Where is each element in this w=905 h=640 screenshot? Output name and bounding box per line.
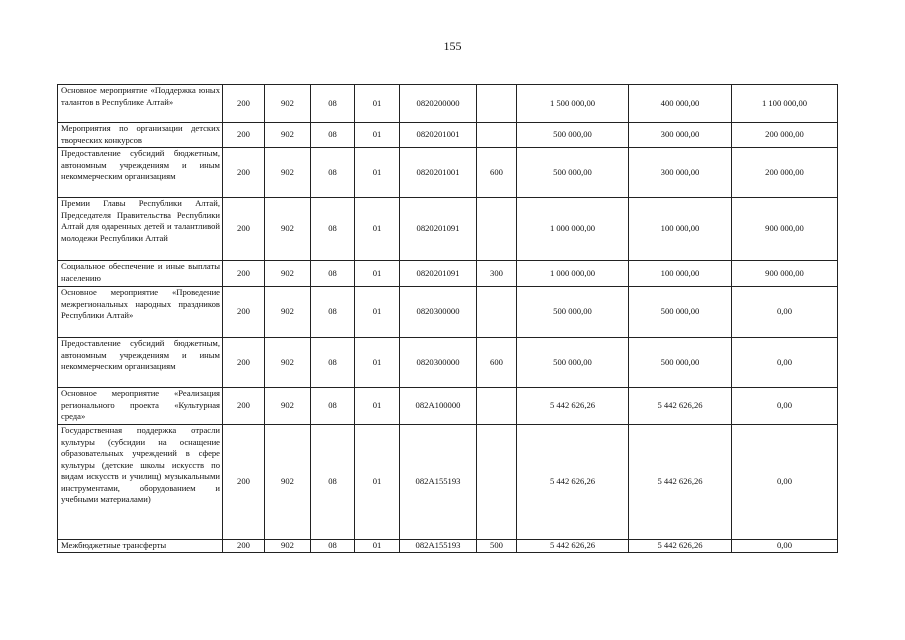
cell-gr: 200 [223, 85, 265, 123]
cell-expense-type: 600 [477, 338, 517, 388]
cell-amount-2: 300 000,00 [629, 123, 732, 148]
cell-gr: 200 [223, 287, 265, 338]
cell-rz: 08 [311, 148, 355, 198]
cell-expense-type: 500 [477, 540, 517, 553]
row-name: Основное мероприятие «Проведение межрегиональных народных праздников Республики Алтай» [58, 287, 223, 338]
cell-expense-type [477, 287, 517, 338]
cell-amount-3: 900 000,00 [732, 261, 838, 287]
cell-ved: 902 [265, 287, 311, 338]
table-row [58, 123, 838, 148]
table-row [58, 425, 838, 540]
table-row [58, 287, 838, 338]
table-row [58, 261, 838, 287]
row-name: Межбюджетные трансферты [58, 540, 223, 553]
cell-amount-3: 200 000,00 [732, 148, 838, 198]
cell-gr: 200 [223, 123, 265, 148]
cell-ved: 902 [265, 388, 311, 425]
cell-target-article: 082A155193 [400, 425, 477, 540]
cell-pr: 01 [355, 85, 400, 123]
cell-ved: 902 [265, 261, 311, 287]
cell-amount-2: 400 000,00 [629, 85, 732, 123]
cell-amount-2: 5 442 626,26 [629, 540, 732, 553]
row-name: Премии Главы Республики Алтай, Председателя Правительства Республики Алтай для одаренных детей и талантливой молодежи Республики Алтай [58, 198, 223, 261]
cell-gr: 200 [223, 148, 265, 198]
cell-amount-total: 5 442 626,26 [517, 388, 629, 425]
cell-rz: 08 [311, 388, 355, 425]
cell-expense-type [477, 388, 517, 425]
cell-ved: 902 [265, 198, 311, 261]
table-row [58, 148, 838, 198]
cell-pr: 01 [355, 148, 400, 198]
cell-amount-total: 500 000,00 [517, 148, 629, 198]
cell-rz: 08 [311, 85, 355, 123]
table-row [58, 338, 838, 388]
cell-pr: 01 [355, 425, 400, 540]
cell-amount-total: 500 000,00 [517, 123, 629, 148]
cell-pr: 01 [355, 338, 400, 388]
cell-rz: 08 [311, 338, 355, 388]
cell-expense-type [477, 425, 517, 540]
cell-amount-3: 1 100 000,00 [732, 85, 838, 123]
cell-amount-2: 300 000,00 [629, 148, 732, 198]
cell-amount-total: 5 442 626,26 [517, 540, 629, 553]
cell-amount-2: 500 000,00 [629, 338, 732, 388]
table-row [58, 85, 838, 123]
cell-amount-total: 1 000 000,00 [517, 261, 629, 287]
cell-target-article: 0820201091 [400, 198, 477, 261]
cell-target-article: 0820300000 [400, 287, 477, 338]
cell-amount-3: 0,00 [732, 425, 838, 540]
cell-amount-2: 5 442 626,26 [629, 425, 732, 540]
cell-ved: 902 [265, 425, 311, 540]
cell-target-article: 0820201091 [400, 261, 477, 287]
cell-gr: 200 [223, 198, 265, 261]
cell-target-article: 082A100000 [400, 388, 477, 425]
cell-pr: 01 [355, 123, 400, 148]
cell-expense-type [477, 198, 517, 261]
cell-amount-3: 0,00 [732, 388, 838, 425]
row-name: Мероприятия по организации детских творческих конкурсов [58, 123, 223, 148]
cell-rz: 08 [311, 287, 355, 338]
cell-rz: 08 [311, 123, 355, 148]
page-number: 155 [443, 39, 462, 53]
cell-pr: 01 [355, 388, 400, 425]
cell-pr: 01 [355, 287, 400, 338]
cell-target-article: 0820300000 [400, 338, 477, 388]
row-name: Предоставление субсидий бюджетным, автономным учреждениям и иным некоммерческим организациям [58, 338, 223, 388]
cell-amount-total: 500 000,00 [517, 338, 629, 388]
cell-amount-2: 500 000,00 [629, 287, 732, 338]
cell-expense-type: 600 [477, 148, 517, 198]
cell-pr: 01 [355, 198, 400, 261]
cell-amount-3: 0,00 [732, 338, 838, 388]
cell-amount-3: 0,00 [732, 540, 838, 553]
cell-pr: 01 [355, 540, 400, 553]
cell-target-article: 0820200000 [400, 85, 477, 123]
cell-gr: 200 [223, 338, 265, 388]
cell-amount-total: 1 500 000,00 [517, 85, 629, 123]
cell-amount-2: 5 442 626,26 [629, 388, 732, 425]
row-name: Основное мероприятие «Реализация регионального проекта «Культурная среда» [58, 388, 223, 425]
cell-amount-total: 500 000,00 [517, 287, 629, 338]
row-name: Социальное обеспечение и иные выплаты населению [58, 261, 223, 287]
table-row [58, 388, 838, 425]
cell-gr: 200 [223, 388, 265, 425]
cell-expense-type [477, 123, 517, 148]
cell-gr: 200 [223, 540, 265, 553]
cell-rz: 08 [311, 261, 355, 287]
table-row [58, 540, 838, 553]
cell-ved: 902 [265, 338, 311, 388]
cell-amount-total: 5 442 626,26 [517, 425, 629, 540]
row-name: Государственная поддержка отрасли культуры (субсидии на оснащение образовательных учреждений в сфере культуры (детские школы искусств по видам искусств и училищ) музыкальными инструментами, оборудованием и учебными материалами) [58, 425, 223, 540]
row-name: Предоставление субсидий бюджетным, автономным учреждениям и иным некоммерческим организациям [58, 148, 223, 198]
cell-rz: 08 [311, 540, 355, 553]
cell-pr: 01 [355, 261, 400, 287]
cell-gr: 200 [223, 261, 265, 287]
cell-target-article: 0820201001 [400, 123, 477, 148]
row-name: Основное мероприятие «Поддержка юных талантов в Республике Алтай» [58, 85, 223, 123]
cell-ved: 902 [265, 540, 311, 553]
cell-amount-total: 1 000 000,00 [517, 198, 629, 261]
cell-target-article: 0820201001 [400, 148, 477, 198]
cell-ved: 902 [265, 123, 311, 148]
cell-amount-2: 100 000,00 [629, 261, 732, 287]
cell-expense-type [477, 85, 517, 123]
cell-rz: 08 [311, 425, 355, 540]
cell-amount-2: 100 000,00 [629, 198, 732, 261]
cell-gr: 200 [223, 425, 265, 540]
cell-expense-type: 300 [477, 261, 517, 287]
cell-target-article: 082A155193 [400, 540, 477, 553]
budget-table [57, 84, 838, 553]
cell-amount-3: 900 000,00 [732, 198, 838, 261]
cell-ved: 902 [265, 85, 311, 123]
cell-amount-3: 200 000,00 [732, 123, 838, 148]
cell-rz: 08 [311, 198, 355, 261]
cell-amount-3: 0,00 [732, 287, 838, 338]
table-row [58, 198, 838, 261]
cell-ved: 902 [265, 148, 311, 198]
